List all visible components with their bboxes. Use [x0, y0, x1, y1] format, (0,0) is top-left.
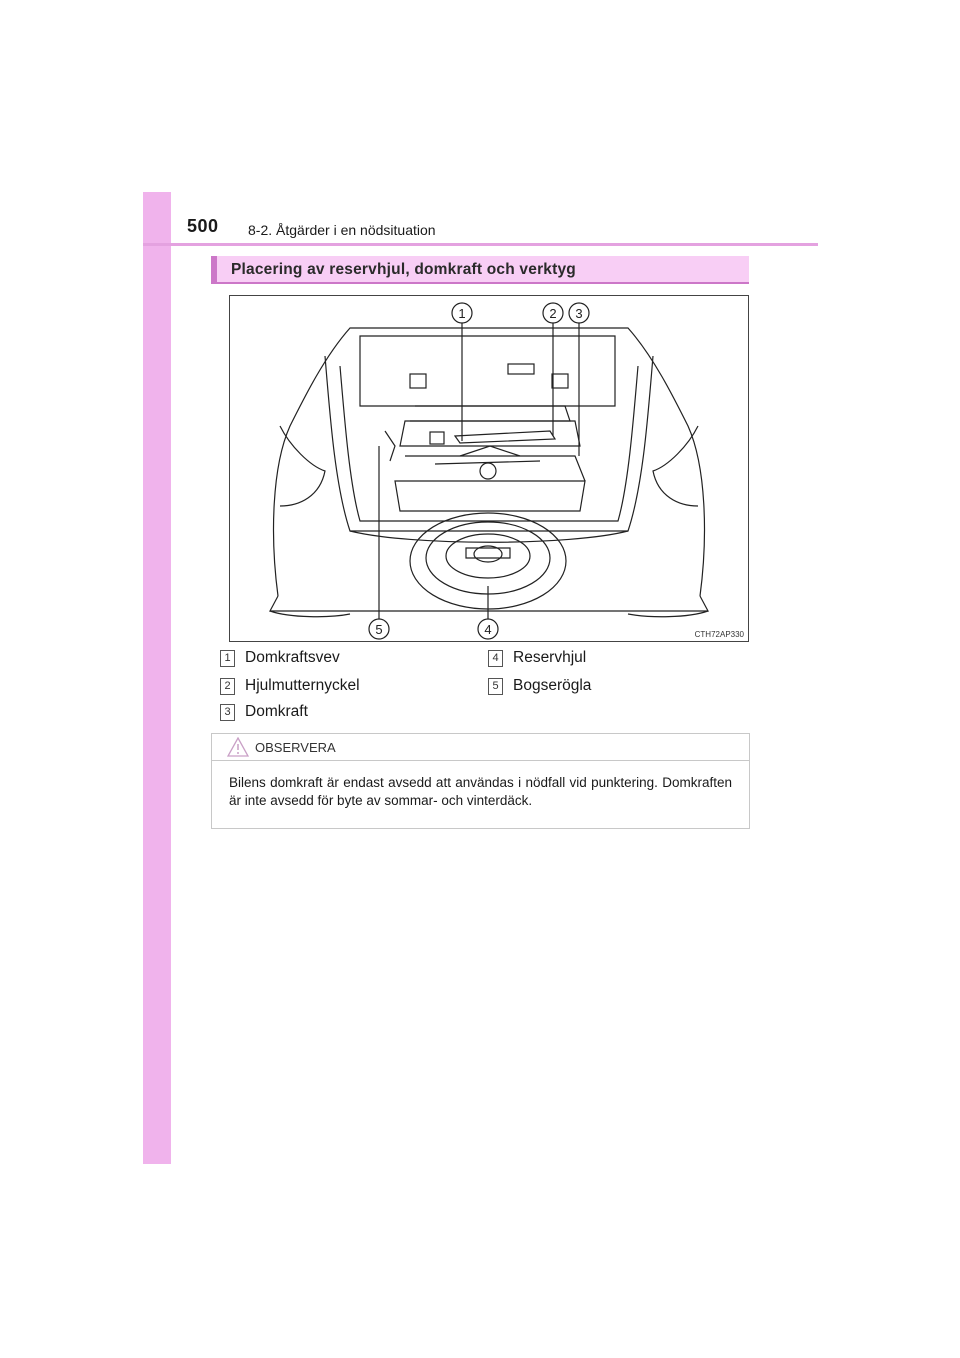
legend-number: 4	[488, 650, 503, 667]
page-number: 500	[187, 216, 219, 236]
legend-number: 2	[220, 678, 235, 695]
legend-label: Bogserögla	[513, 677, 592, 694]
callout-2: 2	[549, 306, 557, 321]
legend-item	[220, 649, 340, 667]
callout-1: 1	[458, 306, 466, 321]
legend-label: Domkraftsvev	[245, 649, 340, 666]
legend-number: 3	[220, 704, 235, 721]
legend-label: Reservhjul	[513, 649, 587, 666]
trunk-illustration	[229, 295, 749, 642]
notice-box	[211, 733, 750, 829]
notice-header	[212, 734, 749, 761]
section-title: 8-2. Åtgärder i en nödsituation	[248, 222, 436, 238]
legend-number: 5	[488, 678, 503, 695]
legend-label: Domkraft	[245, 703, 308, 720]
page-sidebar-tab	[143, 192, 171, 1164]
section-heading-text: Placering av reservhjul, domkraft och verktyg	[231, 261, 576, 278]
legend-item	[488, 649, 586, 667]
notice-label: OBSERVERA	[255, 740, 336, 755]
figure-code: CTH72AP330	[694, 630, 744, 639]
legend-label: Hjulmutternyckel	[245, 677, 360, 694]
legend-item	[488, 677, 591, 695]
header-rule	[143, 243, 818, 246]
warning-icon	[227, 737, 249, 757]
notice-text: Bilens domkraft är endast avsedd att användas i nödfall vid punktering. Domkraften är inte avsedd för byte av sommar- och vinterdäck.	[229, 775, 732, 808]
legend-number: 1	[220, 650, 235, 667]
trunk-drawing	[230, 296, 748, 641]
callout-3: 3	[575, 306, 583, 321]
section-heading	[211, 256, 749, 284]
callout-5: 5	[375, 622, 383, 637]
legend-item	[220, 677, 360, 695]
callout-4: 4	[484, 622, 492, 637]
legend-item	[220, 703, 308, 721]
